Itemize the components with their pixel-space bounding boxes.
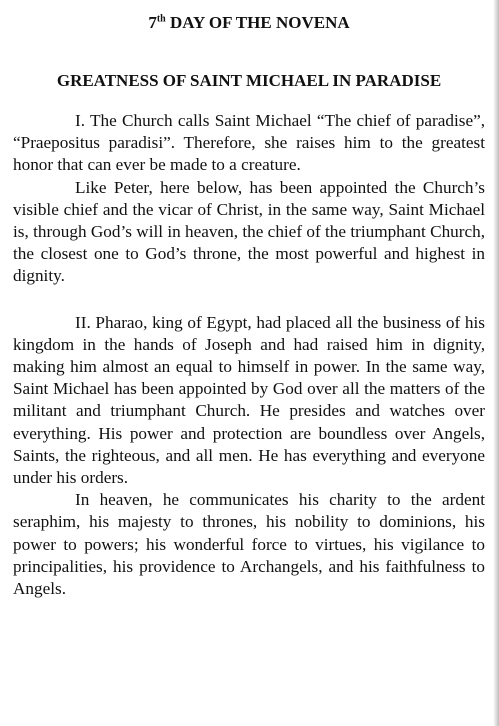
day-title-text: DAY OF THE NOVENA bbox=[170, 13, 350, 32]
day-title bbox=[13, 12, 485, 34]
paragraph-3: II. Pharao, king of Egypt, had placed all the business of his kingdom in the hands of Joseph and had raised him in dignity, making him almost an equal to himself in power. In the same way, Saint Michael has been appointed by God over all the matters of the militant and triumphant Church. He presides and watches over everything. His power and protection are boundless over Angels, Saints, the righteous, and all men. He has everything and everyone under his orders. bbox=[13, 312, 485, 488]
day-suffix: th bbox=[156, 13, 166, 25]
day-number: 7 bbox=[148, 13, 157, 32]
paragraph-1: I. The Church calls Saint Michael “The chief of paradise”, “Praepositus paradisi”. Therefore, she raises him to the greatest honor that can ever be made to a creature. bbox=[13, 111, 485, 175]
paragraph-2: Like Peter, here below, has been appointed the Church’s visible chief and the vicar of Christ, in the same way, Saint Michael is, through God’s will in heaven, the chief of the triumphant Church, the closest one to God’s throne, the most powerful and highest in dignity. bbox=[13, 177, 485, 286]
page-gutter-shadow bbox=[493, 0, 499, 726]
section-title: GREATNESS OF SAINT MICHAEL IN PARADISE bbox=[56, 71, 442, 90]
paragraph-4: In heaven, he communicates his charity to the ardent seraphim, his majesty to thrones, his nobility to dominions, his power to powers; his wonderful force to virtues, his vigilance to principalities, his providence to Archangels, and his faithfulness to Angels. bbox=[13, 490, 485, 599]
